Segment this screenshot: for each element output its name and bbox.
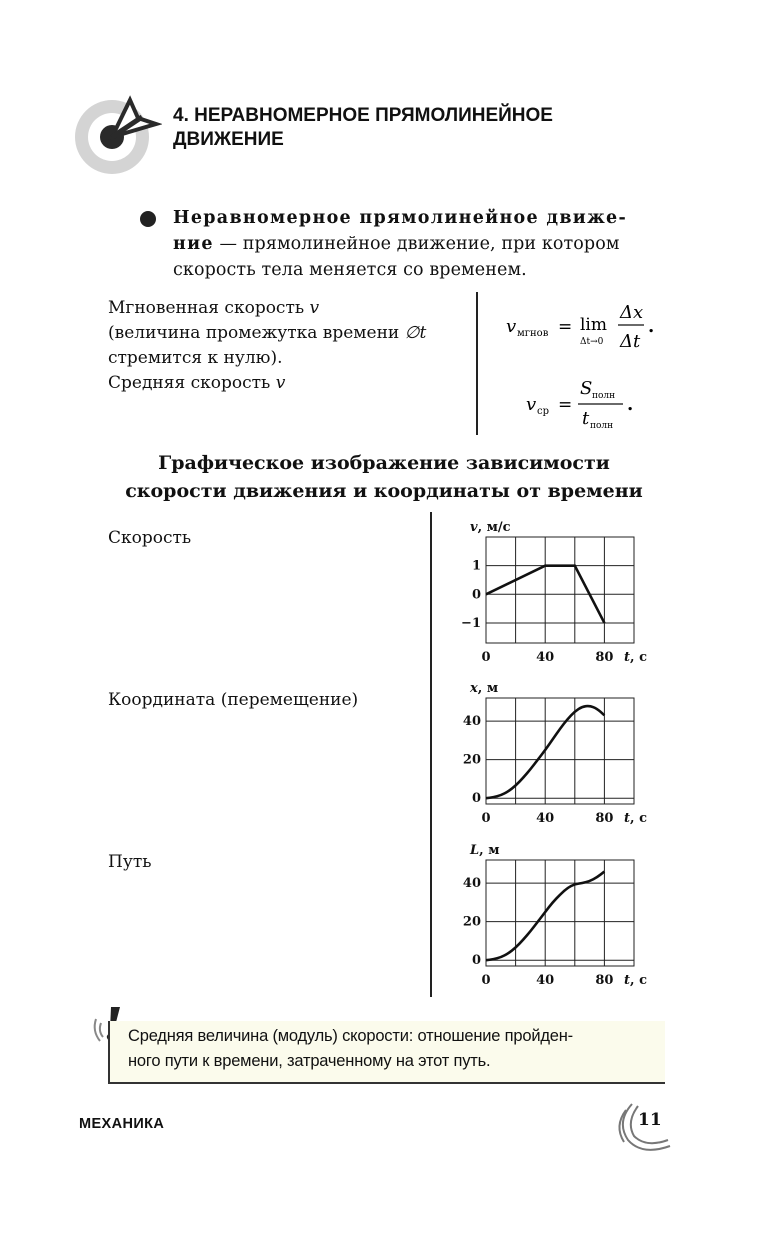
section-title-line1: НЕРАВНОМЕРНОЕ ПРЯМОЛИНЕЙНОЕ xyxy=(194,105,553,126)
y-axis-label: x, м xyxy=(470,681,499,696)
page-number: 11 xyxy=(638,1110,662,1130)
graphs-header xyxy=(0,449,768,505)
definition-term-line1: Неравномерное прямолинейное движе- xyxy=(173,208,628,228)
section-title xyxy=(173,104,553,152)
x-tick-label: 80 xyxy=(595,650,614,665)
graphs-header-line1: Графическое изображение зависимости xyxy=(158,452,610,474)
coordinate-chart xyxy=(450,676,660,831)
graphs-header-line2: скорости движения и координаты от времени xyxy=(125,480,643,502)
plot-frame xyxy=(486,698,634,804)
formula-average-speed xyxy=(520,374,660,436)
formula-v: v xyxy=(506,316,517,337)
instant-speed-var: v xyxy=(309,298,320,318)
average-speed-label: Средняя скорость xyxy=(108,373,271,393)
x-tick-label: 80 xyxy=(595,811,614,826)
instant-speed-line3: стремится к нулю). xyxy=(108,348,283,368)
instant-speed-label: Мгновенная скорость xyxy=(108,298,305,318)
x-tick-label: 40 xyxy=(536,811,555,826)
x-tick-label: 40 xyxy=(536,650,555,665)
formula-denominator: Δt xyxy=(620,331,641,352)
speed-chart xyxy=(450,515,660,670)
plot-frame xyxy=(486,860,634,966)
y-tick-label: 20 xyxy=(462,752,481,768)
instant-speed-text xyxy=(108,296,468,371)
graphs-divider xyxy=(430,512,432,997)
section-title-line2: ДВИЖЕНИЕ xyxy=(173,129,284,150)
x-axis-label: t, с xyxy=(624,650,647,665)
formula-v2: v xyxy=(526,394,537,415)
footer-section: МЕХАНИКА xyxy=(79,1116,165,1132)
definition-term-line2: ние xyxy=(173,234,214,254)
note-line1: Средняя величина (модуль) скорости: отношение пройден- xyxy=(128,1027,573,1045)
formula-dot2: . xyxy=(627,394,634,415)
y-tick-label: 0 xyxy=(471,791,481,807)
formula-lim: lim xyxy=(580,315,607,335)
formula-inst-sub: мгнов xyxy=(517,328,549,339)
formula-t: t xyxy=(582,408,590,429)
definition-line3: скорость тела меняется со временем. xyxy=(173,260,527,280)
x-axis-label: t, с xyxy=(624,973,647,988)
delta-t-symbol: ∅t xyxy=(404,323,427,343)
x-tick-label: 0 xyxy=(481,650,491,665)
y-tick-label: 40 xyxy=(462,714,481,730)
label-coordinate: Координата (перемещение) xyxy=(108,690,359,710)
y-tick-label: 0 xyxy=(471,587,481,603)
formula-eq2: = xyxy=(558,395,573,415)
x-axis-label: t, с xyxy=(624,811,647,826)
bullet-icon xyxy=(140,211,156,227)
section-target-icon xyxy=(72,90,162,180)
y-tick-label: 20 xyxy=(462,914,481,930)
formula-divider xyxy=(476,292,478,435)
formula-lim-sub: Δt→0 xyxy=(580,337,604,347)
average-speed-text xyxy=(108,371,285,396)
y-tick-label: 0 xyxy=(471,953,481,969)
formula-instant-speed xyxy=(500,296,670,358)
plot-frame xyxy=(486,537,634,643)
y-axis-label: v, м/с xyxy=(470,520,511,535)
formula-S: S xyxy=(580,378,593,399)
formula-S-sub: полн xyxy=(592,391,616,401)
label-path: Путь xyxy=(108,852,152,872)
y-tick-label: 40 xyxy=(462,876,481,892)
x-tick-label: 40 xyxy=(536,973,555,988)
y-tick-label: 1 xyxy=(471,558,481,574)
label-speed: Скорость xyxy=(108,528,192,548)
y-tick-label: −1 xyxy=(461,615,481,631)
formula-dot: . xyxy=(648,316,655,337)
definition-rest-line2: — прямолинейное движение, при котором xyxy=(213,234,620,254)
note-text xyxy=(128,1024,668,1074)
note-line2: ного пути к времени, затраченному на этот путь. xyxy=(128,1052,491,1070)
formula-avg-sub: ср xyxy=(537,406,550,417)
average-speed-var: v xyxy=(275,373,286,393)
instant-speed-line2: (величина промежутка времени xyxy=(108,323,400,343)
formula-eq: = xyxy=(558,317,573,337)
y-axis-label: L, м xyxy=(470,843,500,858)
section-number: 4. xyxy=(173,105,189,126)
x-tick-label: 0 xyxy=(481,811,491,826)
formula-numerator: Δx xyxy=(620,302,644,323)
definition-block xyxy=(173,205,663,283)
x-tick-label: 0 xyxy=(481,973,491,988)
x-tick-label: 80 xyxy=(595,973,614,988)
formula-t-sub: полн xyxy=(590,421,614,431)
path-chart xyxy=(450,838,660,993)
